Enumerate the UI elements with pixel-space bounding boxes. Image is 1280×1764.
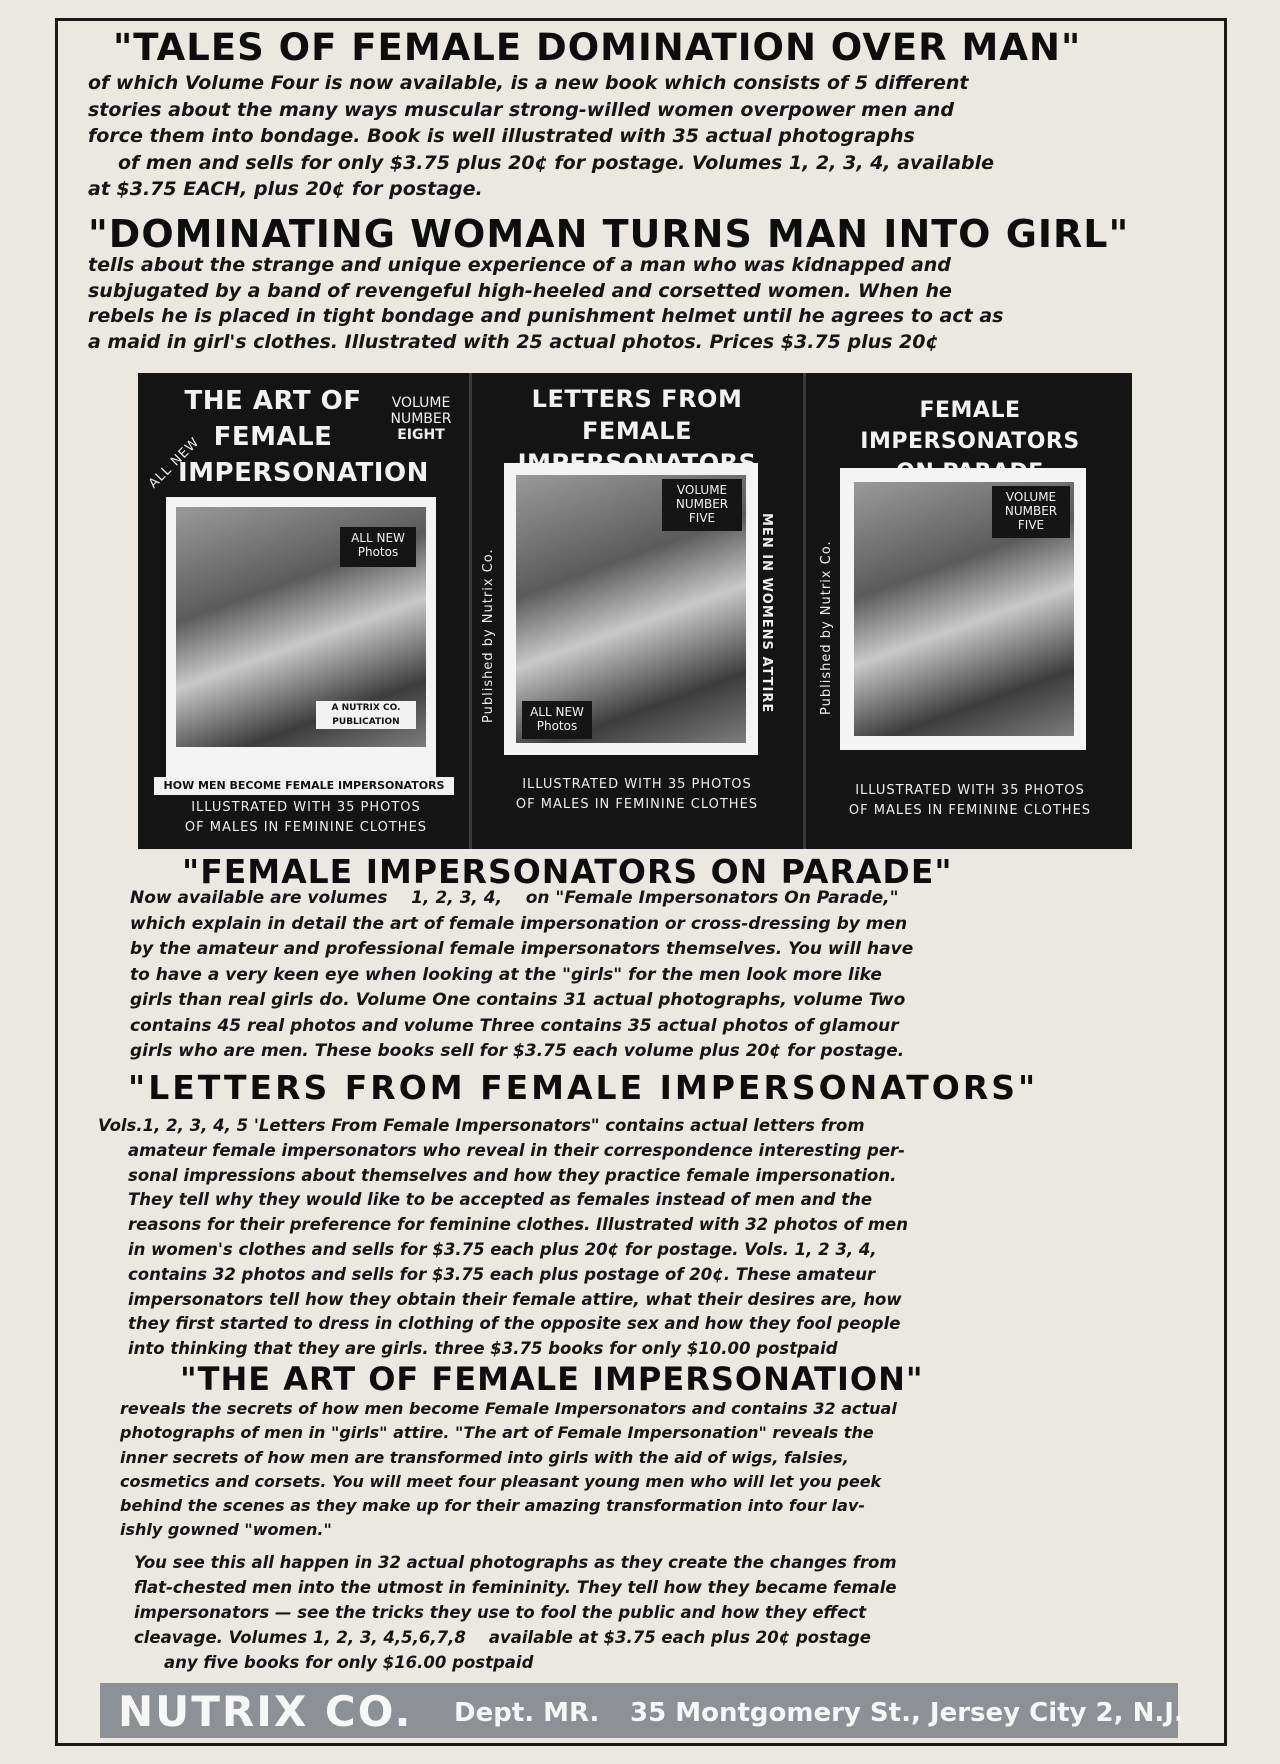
- text-line: cosmetics and corsets. You will meet four pleasant young men who will let you peek: [120, 1471, 882, 1491]
- text-line: Now available are volumes 1, 2, 3, 4, on "Female Impersonators On Parade,": [130, 888, 899, 908]
- cover-title: IMPERSONATION: [178, 458, 429, 488]
- cover-caption: ILLUSTRATED WITH 35 PHOTOS OF MALES IN FEMININE CLOTHES: [848, 783, 1092, 818]
- text-line: cleavage. Volumes 1, 2, 3, 4,5,6,7,8 available at $3.75 each plus 20¢ postage: [134, 1628, 871, 1647]
- section-body-on-parade: [130, 886, 1150, 1065]
- text-line: They tell why they would like to be accepted as females instead of men and the: [128, 1190, 873, 1210]
- cover-caption: ILLUSTRATED WITH 35 PHOTOS OF MALES IN FEMININE CLOTHES: [184, 800, 428, 835]
- corner-label: ALL NEW: [146, 434, 203, 492]
- publisher-side-label: Published by Nutrix Co.: [819, 540, 834, 715]
- text-line: contains 32 photos and sells for $3.75 each plus postage of 20¢. These amateur: [128, 1264, 876, 1284]
- panel-divider: [803, 373, 806, 849]
- section-body-tales: [88, 70, 1208, 203]
- text-line: force them into bondage. Book is well illustrated with 35 actual photographs: [88, 125, 915, 147]
- text-line: girls who are men. These books sell for $3.75 each volume plus 20¢ for postage.: [130, 1041, 905, 1061]
- department-label: Dept. MR.: [454, 1698, 600, 1728]
- text-line: into thinking that they are girls. three $3.75 books for only $10.00 postpaid: [128, 1339, 838, 1359]
- text-line: by the amateur and professional female impersonators themselves. You will have: [130, 939, 914, 959]
- text-line: they first started to dress in clothing of the opposite sex and how they fool people: [128, 1314, 901, 1334]
- cover-title: THE ART OF FEMALE: [184, 386, 362, 452]
- text-line: to have a very keen eye when looking at the "girls" for the men look more like: [130, 964, 882, 985]
- section-body-art-continued: [134, 1550, 1134, 1675]
- text-line: inner secrets of how men are transformed into girls with the aid of wigs, falsies,: [120, 1447, 849, 1467]
- text-line: reveals the secrets of how men become Female Impersonators and contains 32 actual: [120, 1399, 897, 1418]
- text-line: Vols.1, 2, 3, 4, 5 'Letters From Female Impersonators" contains actual letters from: [98, 1116, 865, 1135]
- section-heading-art: "THE ART OF FEMALE IMPERSONATION": [180, 1360, 924, 1398]
- section-heading-tales: "TALES OF FEMALE DOMINATION OVER MAN": [113, 26, 1082, 69]
- footer-bar: [100, 1683, 1184, 1738]
- section-heading-letters: "LETTERS FROM FEMALE IMPERSONATORS": [128, 1068, 1039, 1107]
- volume-badge: VOLUME NUMBER FIVE: [992, 486, 1070, 538]
- cover-strip: HOW MEN BECOME FEMALE IMPERSONATORS: [154, 777, 454, 795]
- text-line: which explain in detail the art of female impersonation or cross-dressing by men: [130, 913, 908, 934]
- publisher-label: A NUTRIX CO. PUBLICATION: [316, 701, 416, 729]
- all-new-badge: ALL NEW Photos: [522, 701, 592, 739]
- text-line: You see this all happen in 32 actual photographs as they create the changes from: [134, 1553, 897, 1572]
- publisher-side-label: Published by Nutrix Co.: [481, 548, 496, 723]
- text-line: of which Volume Four is now available, is a new book which consists of 5 different: [88, 72, 969, 94]
- text-line: photographs of men in "girls" attire. "The art of Female Impersonation" reveals the: [120, 1423, 874, 1443]
- text-line: ishly gowned "women.": [120, 1520, 332, 1540]
- text-line: of men and sells for only $3.75 plus 20¢ for postage. Volumes 1, 2, 3, 4, available: [118, 151, 995, 174]
- text-line: tells about the strange and unique experience of a man who was kidnapped and: [88, 254, 951, 276]
- section-body-dominating: [88, 253, 1208, 355]
- volume-label: VOLUME NUMBER EIGHT: [390, 395, 452, 443]
- section-body-letters: [98, 1114, 1134, 1362]
- cover-caption: ILLUSTRATED WITH 35 PHOTOS OF MALES IN FEMININE CLOTHES: [515, 777, 759, 812]
- text-line: behind the scenes as they make up for their amazing transformation into four lav-: [120, 1496, 866, 1516]
- text-line: amateur female impersonators who reveal in their correspondence interesting per-: [128, 1140, 906, 1160]
- text-line: impersonators tell how they obtain their female attire, what their desires are, how: [128, 1289, 902, 1309]
- text-line: sonal impressions about themselves and how they practice female impersonation.: [128, 1165, 897, 1185]
- text-line: contains 45 real photos and volume Three contains 35 actual photos of glamour: [130, 1015, 899, 1036]
- side-label: MEN IN WOMENS ATTIRE: [759, 513, 774, 714]
- text-line: any five books for only $16.00 postpaid: [164, 1653, 534, 1672]
- text-line: stories about the many ways muscular strong-willed women overpower men and: [88, 98, 954, 121]
- cover-title: LETTERS FROM FEMALE: [531, 385, 743, 445]
- text-line: subjugated by a band of revengeful high-heeled and corsetted women. When he: [88, 279, 952, 302]
- company-address: 35 Montgomery St., Jersey City 2, N.J.: [630, 1698, 1184, 1728]
- all-new-badge: ALL NEW Photos: [340, 527, 416, 567]
- cover-title: FEMALE IMPERSONATORS: [860, 398, 1080, 454]
- volume-badge: VOLUME NUMBER FIVE: [662, 479, 742, 531]
- section-heading-dominating: "DOMINATING WOMAN TURNS MAN INTO GIRL": [88, 212, 1130, 256]
- text-line: a maid in girl's clothes. Illustrated with 25 actual photos. Prices $3.75 plus 20¢: [88, 330, 939, 353]
- company-name: NUTRIX CO.: [118, 1687, 413, 1736]
- text-line: impersonators — see the tricks they use to fool the public and how they effect: [134, 1603, 867, 1622]
- text-line: reasons for their preference for feminine clothes. Illustrated with 32 photos of men: [128, 1215, 908, 1235]
- section-body-art: [120, 1397, 1150, 1543]
- cover-photo-frame: [840, 468, 1086, 750]
- text-line: girls than real girls do. Volume One contains 31 actual photographs, volume Two: [130, 990, 906, 1010]
- section-heading-on-parade: "FEMALE IMPERSONATORS ON PARADE": [182, 852, 953, 891]
- book-covers-panel: [138, 373, 1132, 849]
- cover-photo-frame: [504, 463, 758, 755]
- text-line: at $3.75 EACH, plus 20¢ for postage.: [88, 178, 483, 200]
- text-line: flat-chested men into the utmost in femininity. They tell how they became female: [134, 1578, 897, 1597]
- text-line: in women's clothes and sells for $3.75 each plus 20¢ for postage. Vols. 1, 2 3, 4,: [128, 1239, 877, 1259]
- cover-photo-frame: [166, 497, 436, 795]
- text-line: rebels he is placed in tight bondage and punishment helmet until he agrees to act as: [88, 305, 1004, 327]
